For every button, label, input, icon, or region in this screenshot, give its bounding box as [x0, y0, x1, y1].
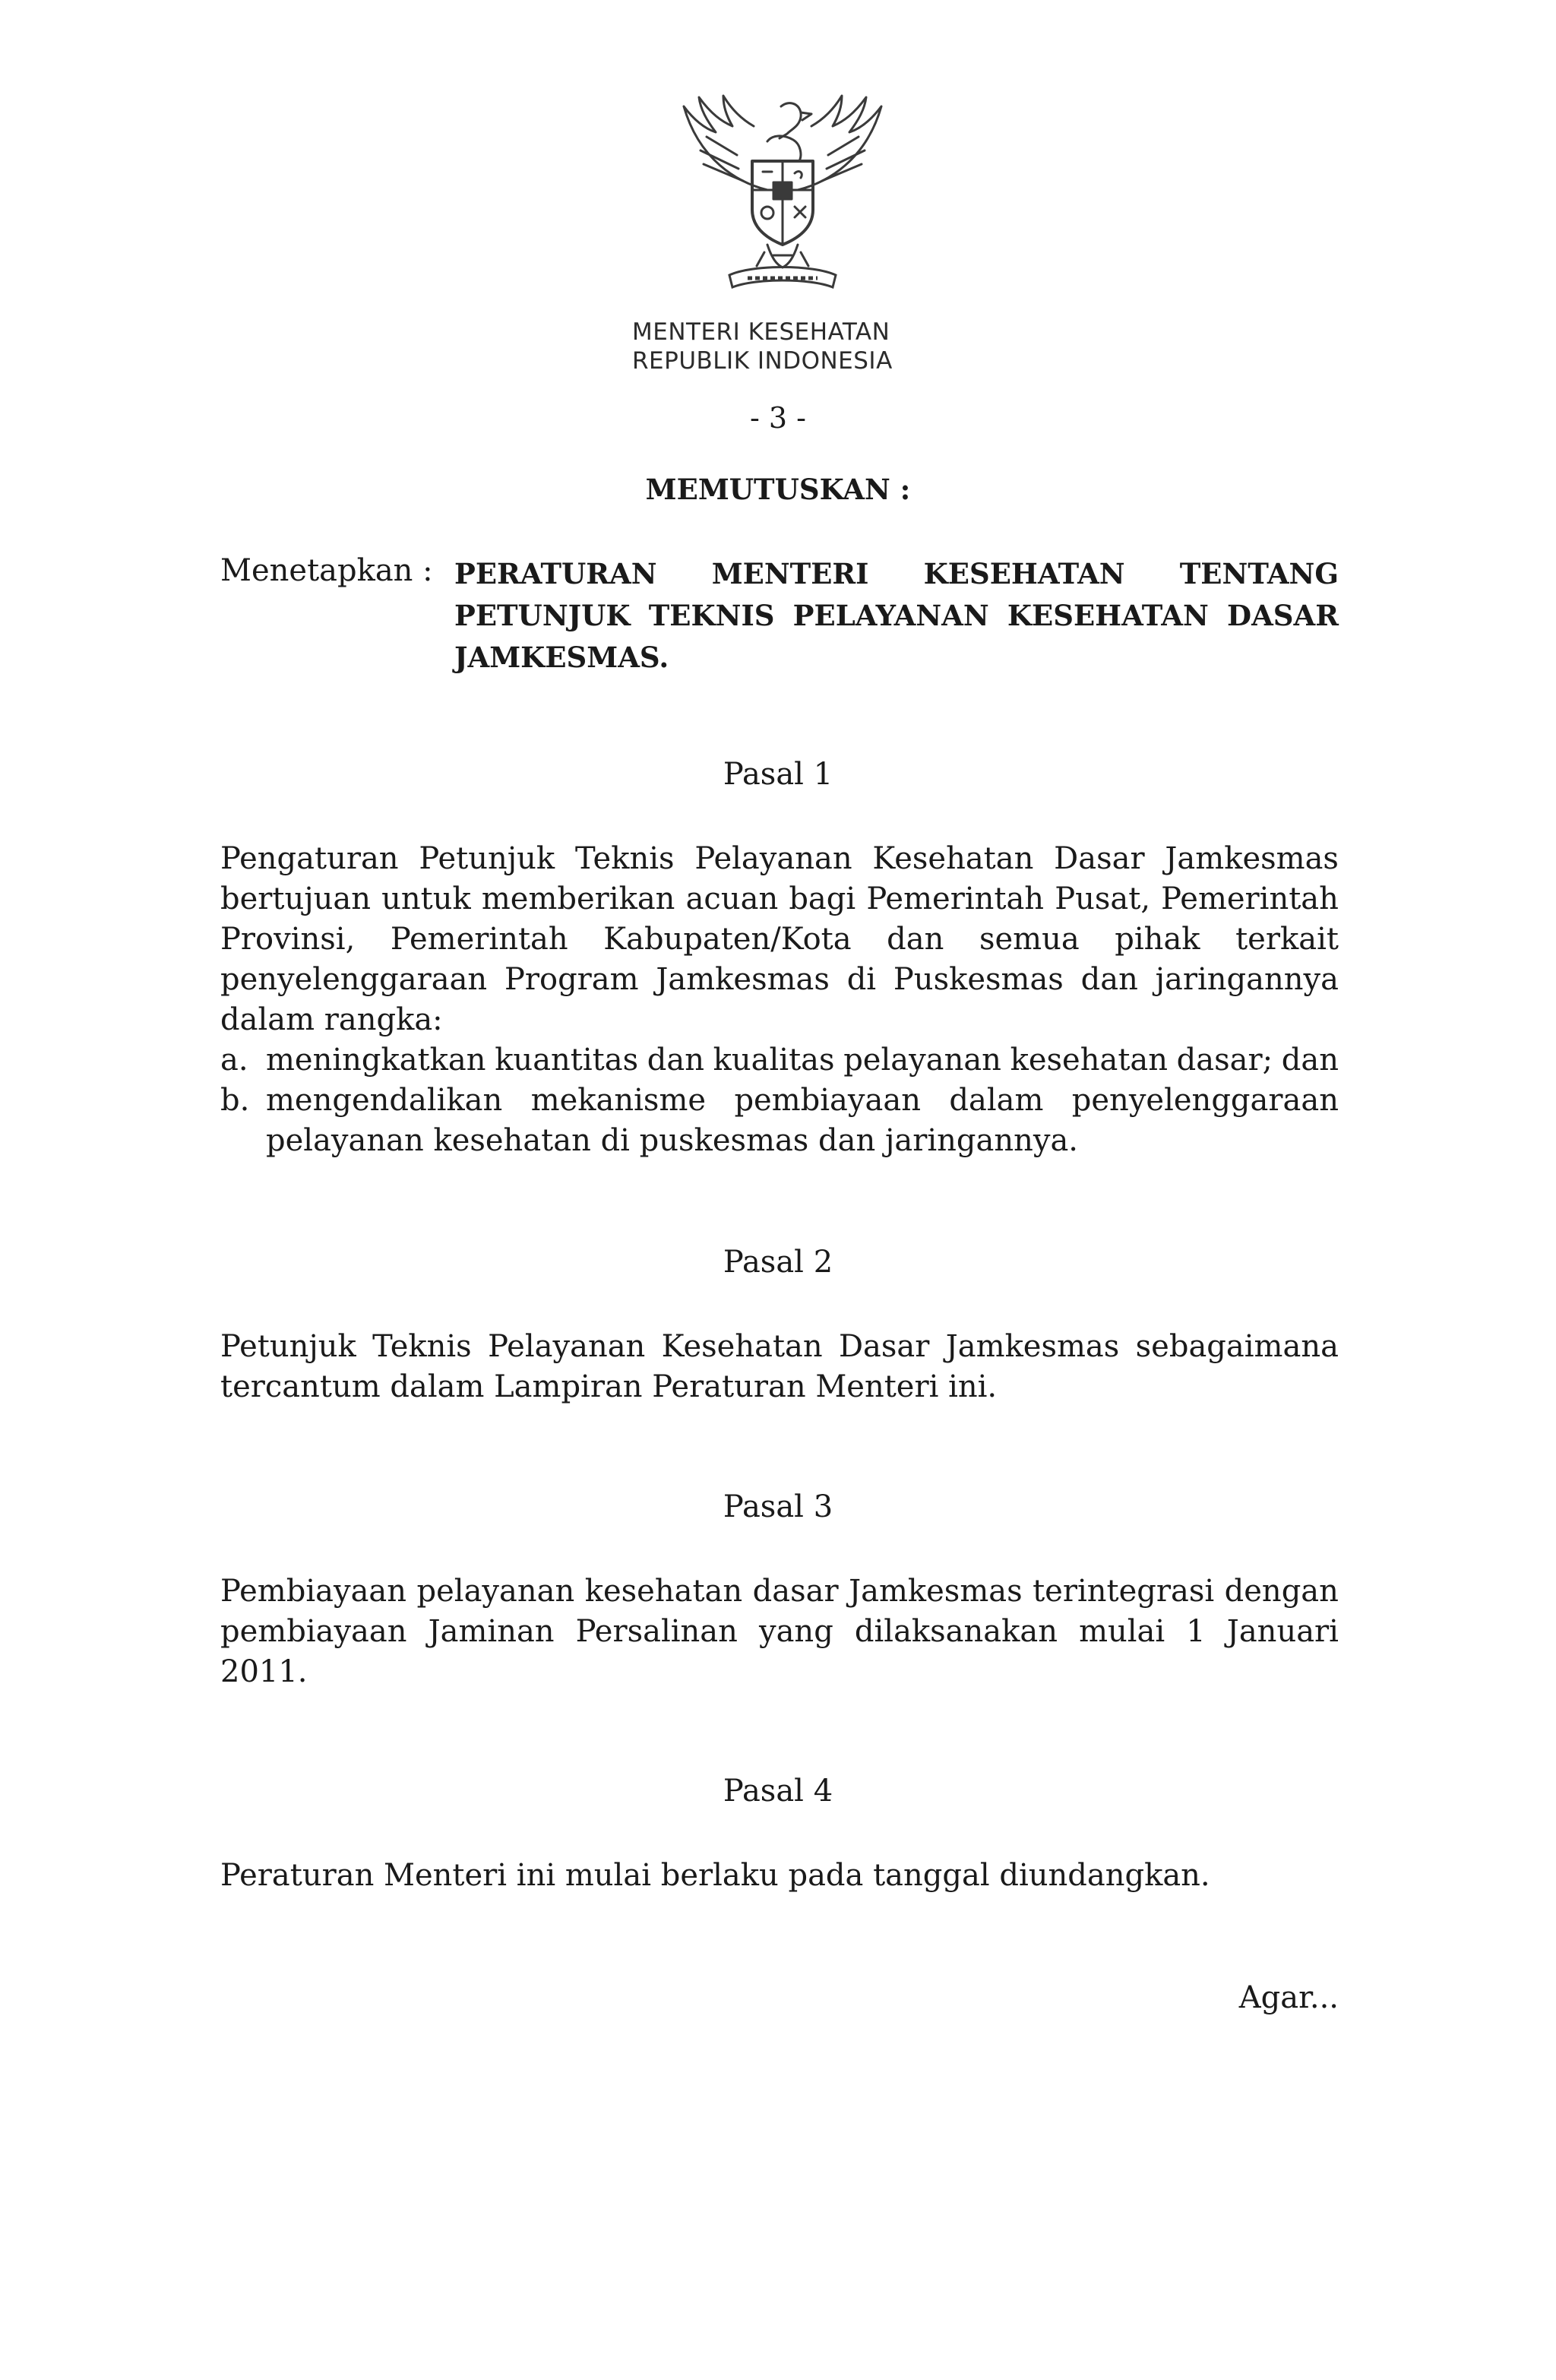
list-item [220, 1081, 1339, 1161]
text-line: meningkatkan kuantitas dan kualitas pelayanan kesehatan dasar; dan [266, 1043, 1339, 1078]
list-marker: b. [220, 1083, 250, 1118]
text-line: dalam rangka: [220, 1002, 443, 1037]
title-word: PETUNJUK [454, 599, 631, 632]
title-word: PERATURAN [454, 557, 657, 590]
regulation-title-line [454, 637, 1339, 679]
regulation-title [454, 553, 1339, 679]
text-line: 2011. [220, 1654, 308, 1689]
title-word: KESEHATAN [923, 557, 1125, 590]
pasal-4-title: Pasal 4 [723, 1774, 833, 1809]
title-word: TEKNIS [648, 599, 775, 632]
text-line: bertujuan untuk memberikan acuan bagi Pemerintah Pusat, Pemerintah [220, 881, 1339, 916]
set-label: Menetapkan : [220, 553, 433, 588]
garuda-emblem-icon [653, 76, 912, 304]
ministry-line-2: REPUBLIK INDONESIA [632, 347, 893, 375]
text-line: Pembiayaan pelayanan kesehatan dasar Jamkesmas terintegrasi dengan [220, 1574, 1339, 1609]
pasal-4-body [220, 1856, 1339, 1896]
text-line: pelayanan kesehatan di puskesmas dan jaringannya. [266, 1123, 1079, 1158]
text-line: penyelenggaraan Program Jamkesmas di Puskesmas dan jaringannya [220, 962, 1339, 997]
list-item-text [266, 1040, 1339, 1081]
pasal-3-body [220, 1571, 1339, 1692]
text-line: Peraturan Menteri ini mulai berlaku pada tanggal diundangkan. [220, 1858, 1210, 1893]
list-marker: a. [220, 1043, 248, 1078]
continuation-text: Agar... [1238, 1980, 1339, 2015]
pasal-1-body [220, 839, 1339, 1161]
title-word: MENTERI [711, 557, 869, 590]
list-item-text [266, 1081, 1339, 1161]
list-item [220, 1040, 1339, 1081]
pasal-2-body [220, 1327, 1339, 1407]
title-word: JAMKESMAS. [454, 641, 669, 674]
pasal-1-title: Pasal 1 [723, 757, 833, 792]
text-line: tercantum dalam Lampiran Peraturan Menteri ini. [220, 1369, 998, 1404]
title-word: KESEHATAN [1007, 599, 1209, 632]
text-line: mengendalikan mekanisme pembiayaan dalam penyelenggaraan [266, 1083, 1339, 1118]
ministry-letterhead [632, 318, 921, 375]
title-word: DASAR [1227, 599, 1339, 632]
text-line: Provinsi, Pemerintah Kabupaten/Kota dan semua pihak terkait [220, 922, 1339, 957]
title-word: TENTANG [1179, 557, 1339, 590]
text-line: pembiayaan Jaminan Persalinan yang dilaksanakan mulai 1 Januari [220, 1614, 1339, 1649]
page-number: - 3 - [749, 401, 806, 435]
pasal-2-title: Pasal 2 [723, 1245, 833, 1280]
regulation-title-line [454, 553, 1339, 595]
decision-heading: MEMUTUSKAN : [645, 473, 911, 506]
regulation-title-line [454, 595, 1339, 637]
text-line: Pengaturan Petunjuk Teknis Pelayanan Kesehatan Dasar Jamkesmas [220, 841, 1339, 876]
title-word: PELAYANAN [792, 599, 989, 632]
ministry-line-1: MENTERI KESEHATAN [632, 318, 890, 346]
pasal-3-title: Pasal 3 [723, 1489, 833, 1524]
text-line: Petunjuk Teknis Pelayanan Kesehatan Dasar Jamkesmas sebagaimana [220, 1329, 1339, 1364]
